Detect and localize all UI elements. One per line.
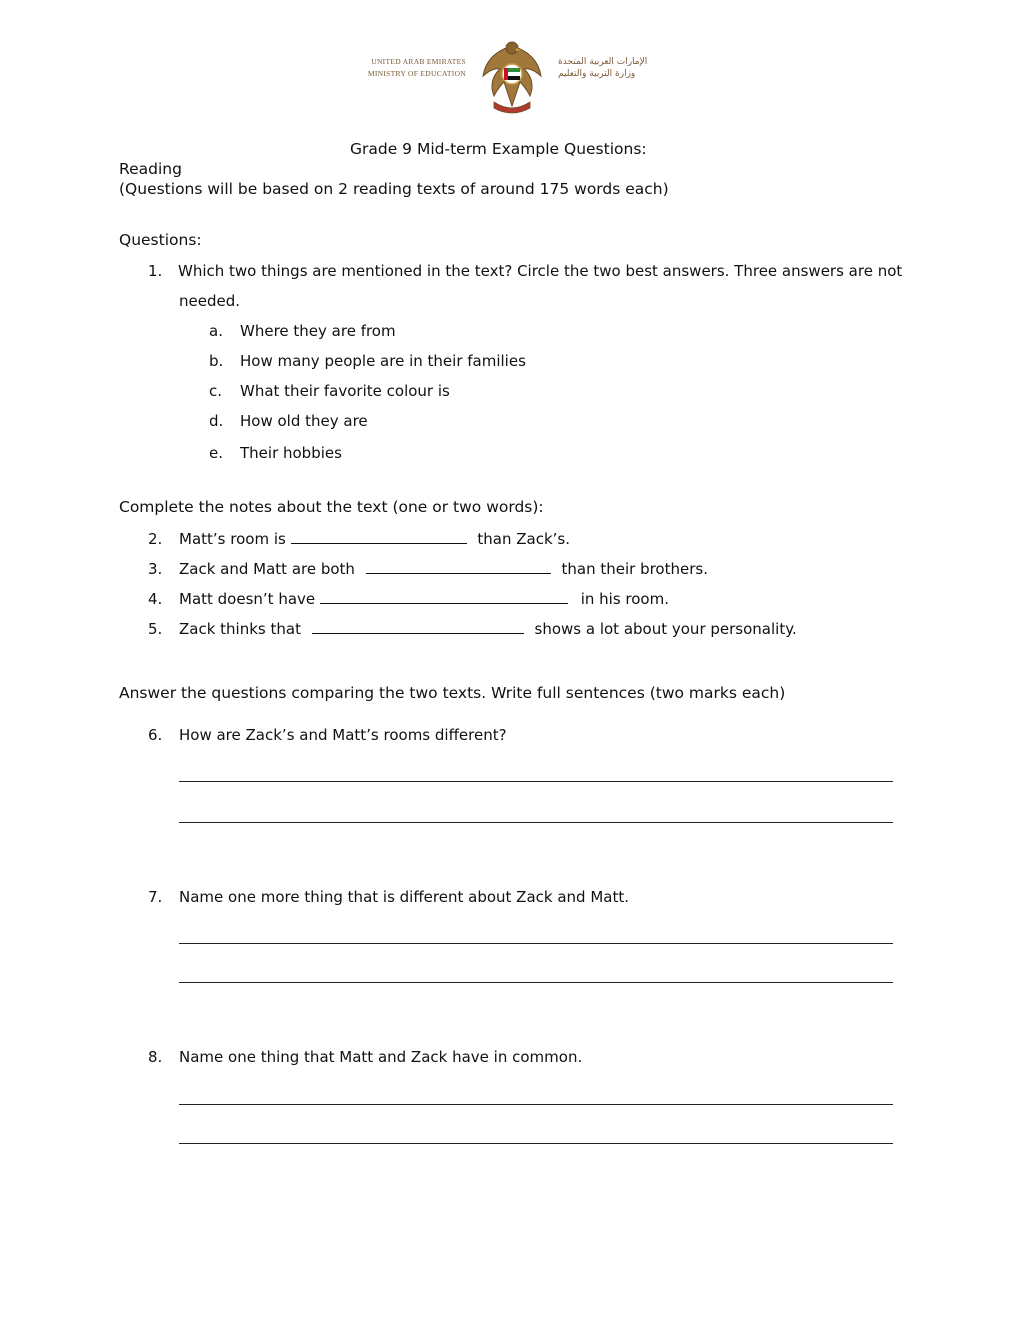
option-e[interactable] [209,438,342,468]
answer-line[interactable] [179,1104,893,1105]
note-3 [148,554,708,584]
option-letter: e. [209,444,223,462]
compare-heading: Answer the questions comparing the two texts. Write full sentences (two marks each) [119,684,786,702]
question-1 [148,256,902,286]
uae-falcon-emblem-icon [480,36,544,116]
note-number: 5. [148,620,163,638]
option-b[interactable] [209,346,526,376]
note-5 [148,614,797,644]
option-d[interactable] [209,406,368,436]
question-6-text: How are Zack’s and Matt’s rooms different? [179,726,507,744]
option-text: How old they are [240,412,368,430]
option-letter: b. [209,352,224,370]
option-letter: c. [209,382,223,400]
logo-ar-line1: الإمارات العربية المتحدة [558,57,648,67]
ministry-name-english [358,56,466,80]
answer-line[interactable] [179,781,893,782]
answer-line[interactable] [179,1143,893,1144]
note-after: in his room. [580,590,669,608]
question-number: 6. [148,726,163,744]
note-before: Zack and Matt are both [179,560,355,578]
page-title: Grade 9 Mid-term Example Questions: [350,140,647,158]
option-text: Their hobbies [240,444,342,462]
note-2 [148,524,570,554]
answer-line[interactable] [179,982,893,983]
note-before: Matt’s room is [179,530,286,548]
logo-en-line1: UNITED ARAB EMIRATES [371,57,466,66]
question-6 [148,720,507,750]
note-before: Zack thinks that [179,620,301,638]
answer-line[interactable] [179,943,893,944]
note-number: 4. [148,590,163,608]
option-letter: a. [209,322,223,340]
notes-heading: Complete the notes about the text (one or two words): [119,498,544,516]
option-text: How many people are in their families [240,352,526,370]
question-number: 1. [148,262,163,280]
option-letter: d. [209,412,224,430]
note-before: Matt doesn’t have [179,590,316,608]
option-text: Where they are from [240,322,396,340]
note-3-blank[interactable] [366,559,551,574]
option-text: What their favorite colour is [240,382,450,400]
note-4 [148,584,669,614]
option-c[interactable] [209,376,450,406]
ministry-name-arabic [558,56,670,80]
reading-note: (Questions will be based on 2 reading texts of around 175 words each) [119,180,669,198]
question-1-text-line1: Which two things are mentioned in the text? Circle the two best answers. Three answers are not [178,262,903,280]
question-8-text: Name one thing that Matt and Zack have in common. [179,1048,583,1066]
note-5-blank[interactable] [312,619,524,634]
question-number: 8. [148,1048,163,1066]
note-after: than Zack’s. [477,530,570,548]
questions-label: Questions: [119,231,202,249]
question-7-text: Name one more thing that is different about Zack and Matt. [179,888,629,906]
logo-en-line2: MINISTRY OF EDUCATION [367,69,466,78]
note-4-blank[interactable] [320,589,568,604]
logo-ar-line2: وزارة التربية والتعليم [558,69,636,79]
note-2-blank[interactable] [291,529,467,544]
note-after: than their brothers. [561,560,708,578]
question-7 [148,882,629,912]
question-1-text-line2: needed. [179,292,241,310]
section-reading: Reading [119,160,182,178]
note-number: 2. [148,530,163,548]
note-number: 3. [148,560,163,578]
question-number: 7. [148,888,163,906]
option-a[interactable] [209,316,396,346]
question-8 [148,1042,582,1072]
answer-line[interactable] [179,822,893,823]
note-after: shows a lot about your personality. [534,620,797,638]
